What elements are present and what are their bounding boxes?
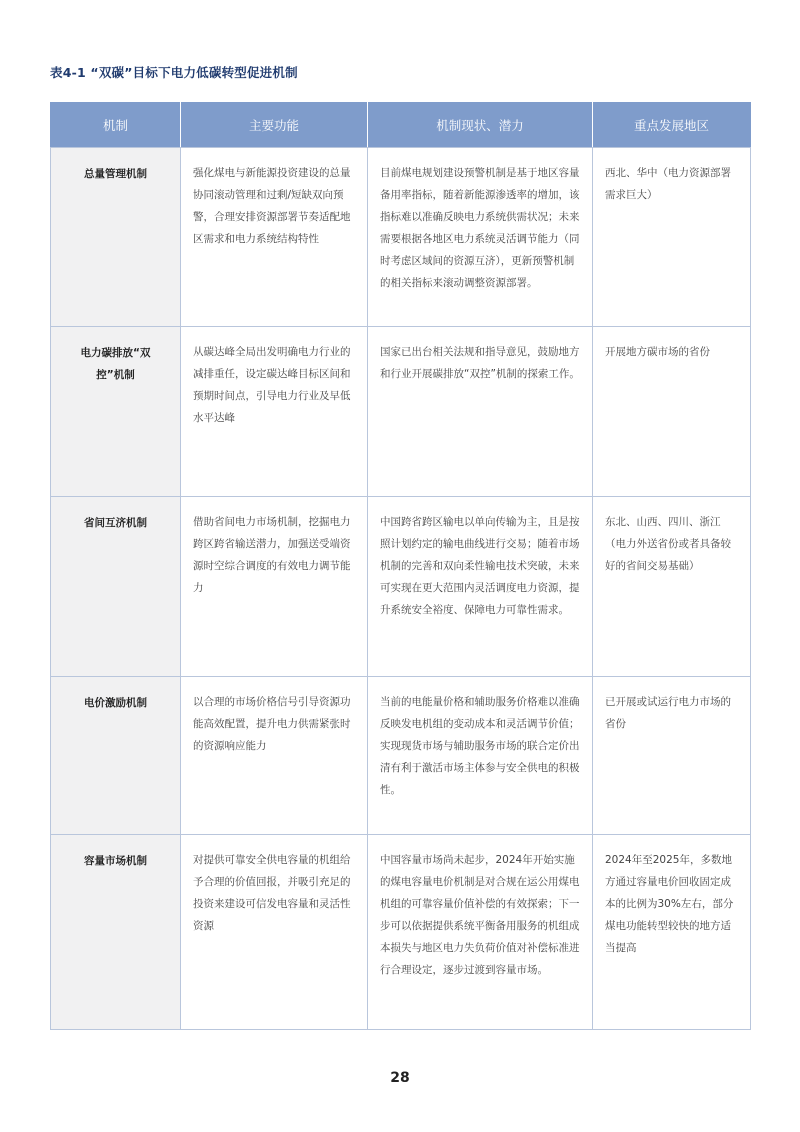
table-row xyxy=(51,148,751,327)
cell-region: 西北、华中（电力资源部署需求巨大） xyxy=(593,148,751,327)
cell-region: 开展地方碳市场的省份 xyxy=(593,327,751,497)
page-number: 28 xyxy=(390,1070,410,1086)
mechanism-table xyxy=(50,102,751,1030)
cell-function: 对提供可靠安全供电容量的机组给予合理的价值回报，并吸引充足的投资来建设可信发电容量和灵活性资源 xyxy=(181,835,368,1030)
header-function: 主要功能 xyxy=(181,102,368,148)
cell-mechanism xyxy=(51,835,181,1030)
header-status: 机制现状、潜力 xyxy=(368,102,593,148)
cell-mechanism xyxy=(51,497,181,677)
cell-status: 国家已出台相关法规和指导意见，鼓励地方和行业开展碳排放“双控”机制的探索工作。 xyxy=(368,327,593,497)
cell-status: 中国跨省跨区输电以单向传输为主，且是按照计划约定的输电曲线进行交易；随着市场机制的完善和双向柔性输电技术突破，未来可实现在更大范围内灵活调度电力资源，提升系统安全裕度、保障电力可靠性需求。 xyxy=(368,497,593,677)
cell-function: 以合理的市场价格信号引导资源功能高效配置，提升电力供需紧张时的资源响应能力 xyxy=(181,677,368,835)
mechanism-label: 电价激励机制 xyxy=(84,697,147,709)
cell-status: 中国容量市场尚未起步，2024年开始实施的煤电容量电价机制是对合规在运公用煤电机组的可靠容量价值补偿的有效探索；下一步可以依据提供系统平衡备用服务的机组成本损失与地区电力失负荷价值对补偿标准进行合理设定，逐步过渡到容量市场。 xyxy=(368,835,593,1030)
cell-region: 已开展或试运行电力市场的省份 xyxy=(593,677,751,835)
mechanism-label: 总量管理机制 xyxy=(84,168,147,180)
cell-status: 目前煤电规划建设预警机制是基于地区容量备用率指标，随着新能源渗透率的增加，该指标难以准确反映电力系统供需状况；未来需要根据各地区电力系统灵活调节能力（同时考虑区域间的资源互济），更新预警机制的相关指标来滚动调整资源部署。 xyxy=(368,148,593,327)
table-header-row xyxy=(51,102,751,148)
cell-status: 当前的电能量价格和辅助服务价格难以准确反映发电机组的变动成本和灵活调节价值；实现现货市场与辅助服务市场的联合定价出清有利于激活市场主体参与安全供电的积极性。 xyxy=(368,677,593,835)
table-row xyxy=(51,497,751,677)
cell-mechanism xyxy=(51,327,181,497)
cell-mechanism xyxy=(51,677,181,835)
cell-region: 2024年至2025年，多数地方通过容量电价回收固定成本的比例为30%左右，部分煤电功能转型较快的地方适当提高 xyxy=(593,835,751,1030)
cell-function: 借助省间电力市场机制，挖掘电力跨区跨省输送潜力，加强送受端资源时空综合调度的有效电力调节能力 xyxy=(181,497,368,677)
cell-mechanism xyxy=(51,148,181,327)
table-caption: 表4-1 “双碳”目标下电力低碳转型促进机制 xyxy=(50,65,298,80)
table-row xyxy=(51,835,751,1030)
mechanism-label: 容量市场机制 xyxy=(84,855,147,867)
cell-function: 强化煤电与新能源投资建设的总量协同滚动管理和过剩/短缺双向预警，合理安排资源部署节奏适配地区需求和电力系统结构特性 xyxy=(181,148,368,327)
mechanism-label: 电力碳排放“双控”机制 xyxy=(80,347,151,381)
header-mechanism: 机制 xyxy=(51,102,181,148)
table-row xyxy=(51,677,751,835)
mechanism-label: 省间互济机制 xyxy=(84,517,147,529)
table-row xyxy=(51,327,751,497)
cell-function: 从碳达峰全局出发明确电力行业的减排重任，设定碳达峰目标区间和预期时间点，引导电力行业及早低水平达峰 xyxy=(181,327,368,497)
cell-region: 东北、山西、四川、浙江（电力外送省份或者具备较好的省间交易基础） xyxy=(593,497,751,677)
header-region: 重点发展地区 xyxy=(593,102,751,148)
